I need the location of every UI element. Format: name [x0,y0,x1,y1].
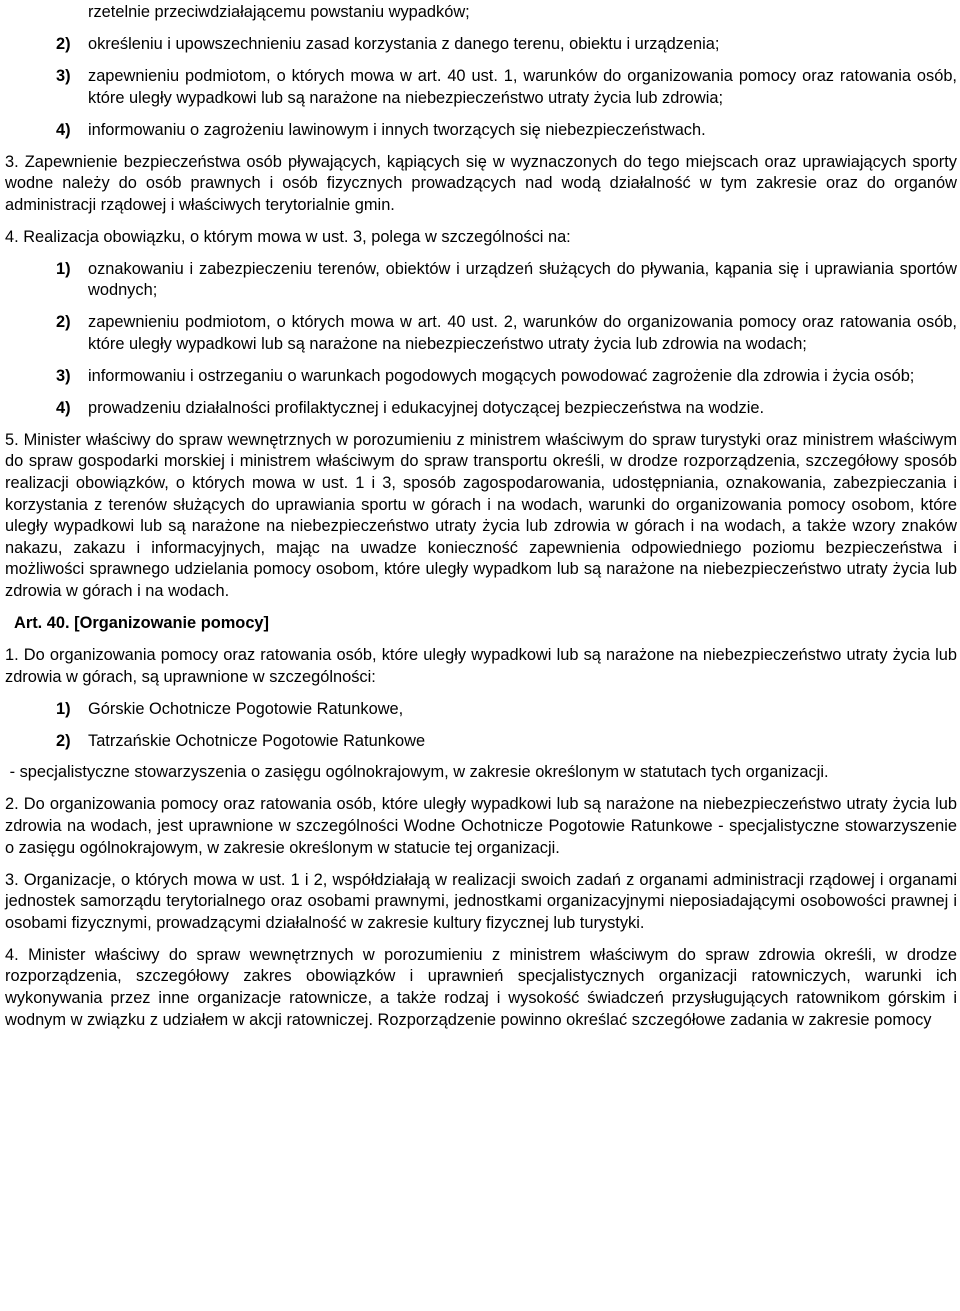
document-page [5,2,957,1031]
article-40-paragraph-1: 1. Do organizowania pomocy oraz ratowania osób, które uległy wypadkowi lub są narażone na niebezpieczeństwo utraty życia lub zdrowia w górach, są uprawnione w szczególności: [5,645,957,686]
article-40-paragraph-3: 3. Organizacje, o których mowa w ust. 1 i 2, współdziałają w realizacji swoich zadań z organami administracji rządowej i organami jednostek samorządu terytorialnego oraz osobami prawnymi, jednostkami organizacyjnymi nieposiadającymi osobowości prawnej i osobami fizycznymi, prowadzącymi działalność w zakresie kultury fizycznej lub turystyki. [5,870,957,932]
item-text: prowadzeniu działalności profilaktycznej i edukacyjnej dotyczącej bezpieczeństwa na wodzie. [88,398,765,417]
item-number: 2) [56,731,71,750]
item-text: Tatrzańskie Ochotnicze Pogotowie Ratunkowe [88,731,426,750]
article-40-dash-clause: - specjalistyczne stowarzyszenia o zasięgu ogólnokrajowym, w zakresie określonym w statutach tych organizacji. [5,763,829,782]
item-number: 4) [56,120,71,139]
item-text: zapewnieniu podmiotom, o których mowa w art. 40 ust. 2, warunków do organizowania pomocy oraz ratowania osób, które uległy wypadkowi lub są narażone na niebezpieczeństwo utraty życia lub zdrowia na wodach; [88,313,957,353]
article-40-paragraph-2: 2. Do organizowania pomocy oraz ratowania osób, które uległy wypadkowi lub są narażone na niebezpieczeństwo utraty życia lub zdrowia na wodach, jest uprawnione w szczególności Wodne Ochotnicze Pogotowie Ratunkowe - specjalistyczne stowarzyszenie o zasięgu ogólnokrajowym, w zakresie określonym w statucie tej organizacji. [5,795,957,857]
item-number: 1) [56,699,71,718]
paragraph-5: 5. Minister właściwy do spraw wewnętrznych w porozumieniu z ministrem właściwym do spraw turystyki oraz ministrem właściwym do spraw gospodarki morskiej i ministrem właściwym do spraw transportu określi, w drodze rozporządzenia, szczegółowy sposób realizacji obowiązków, o których mowa w ust. 1 i 3, sposób zagospodarowania, udostępniania, oznakowania, zabezpieczania i korzystania z terenów służących do uprawiania sportu w górach i na wodach, warunki do organizowania pomocy osobom, które uległy wypadkowi lub są narażone na niebezpieczeństwo utraty życia lub zdrowia w górach i na wodach, a także wzory znaków nakazu, zakazu i informacyjnych, mając na uwadze konieczność zapewnienia odpowiedniego poziomu bezpieczeństwa i możliwości sprawnego udzielania pomocy osobom, które uległy wypadkom lub są narażone na niebezpieczeństwo utraty życia lub zdrowia w górach i na wodach. [5,430,957,600]
list-item [5,120,957,142]
list-item [5,699,957,721]
item-text: zapewnieniu podmiotom, o których mowa w art. 40 ust. 1, warunków do organizowania pomocy oraz ratowania osób, które uległy wypadkowi lub są narażone na niebezpieczeństwo utraty życia lub zdrowia; [88,66,957,107]
item-number: 1) [56,259,71,278]
item-number: 2) [56,313,71,332]
item-text: oznakowaniu i zabezpieczeniu terenów, obiektów i urządzeń służących do pływania, kąpania się i uprawiania sportów wodnych; [88,259,957,300]
continuation-line: rzetelnie przeciwdziałającemu powstaniu wypadków; [88,3,470,21]
item-number: 3) [56,66,71,85]
article-40-paragraph-4: 4. Minister właściwy do spraw wewnętrznych w porozumieniu z ministrem właściwym do spraw zdrowia określi, w drodze rozporządzenia, szczegółowy zakres obowiązków i uprawnień specjalistycznych organizacji ratowniczych, warunki ich wykonywania przez inne organizacje ratownicze, a także rodzaj i wysokość świadczeń przysługujących ratownikom górskim i wodnym w związku z udziałem w akcji ratowniczej. Rozporządzenie powinno określać szczegółowe zadania w zakresie pomocy [5,945,957,1029]
list-item [5,731,957,753]
list-item [5,66,957,109]
paragraph-3: 3. Zapewnienie bezpieczeństwa osób pływających, kąpiących się w wyznaczonych do tego miejscach oraz uprawiających sporty wodne należy do osób prawnych i osób fizycznych prowadzących nad wodą działalność w tym zakresie oraz do organów administracji rządowej i właściwych terytorialnie gmin. [5,152,957,214]
item-text: informowaniu i ostrzeganiu o warunkach pogodowych mogących powodować zagrożenie dla zdrowia i życia osób; [88,366,915,385]
item-text: informowaniu o zagrożeniu lawinowym i innych tworzących się niebezpieczeństwach. [88,120,706,139]
item-number: 2) [56,34,71,53]
list-item [5,259,957,302]
item-number: 4) [56,398,71,417]
article-heading: Art. 40. [Organizowanie pomocy] [14,613,270,632]
item-text: Górskie Ochotnicze Pogotowie Ratunkowe, [88,699,404,718]
item-number: 3) [56,366,71,385]
list-item [5,312,957,355]
list-item [5,398,957,420]
paragraph-4-lead: 4. Realizacja obowiązku, o którym mowa w ust. 3, polega w szczególności na: [5,227,571,246]
item-text: określeniu i upowszechnieniu zasad korzystania z danego terenu, obiektu i urządzenia; [88,34,720,53]
list-item [5,34,957,56]
list-item [5,366,957,388]
